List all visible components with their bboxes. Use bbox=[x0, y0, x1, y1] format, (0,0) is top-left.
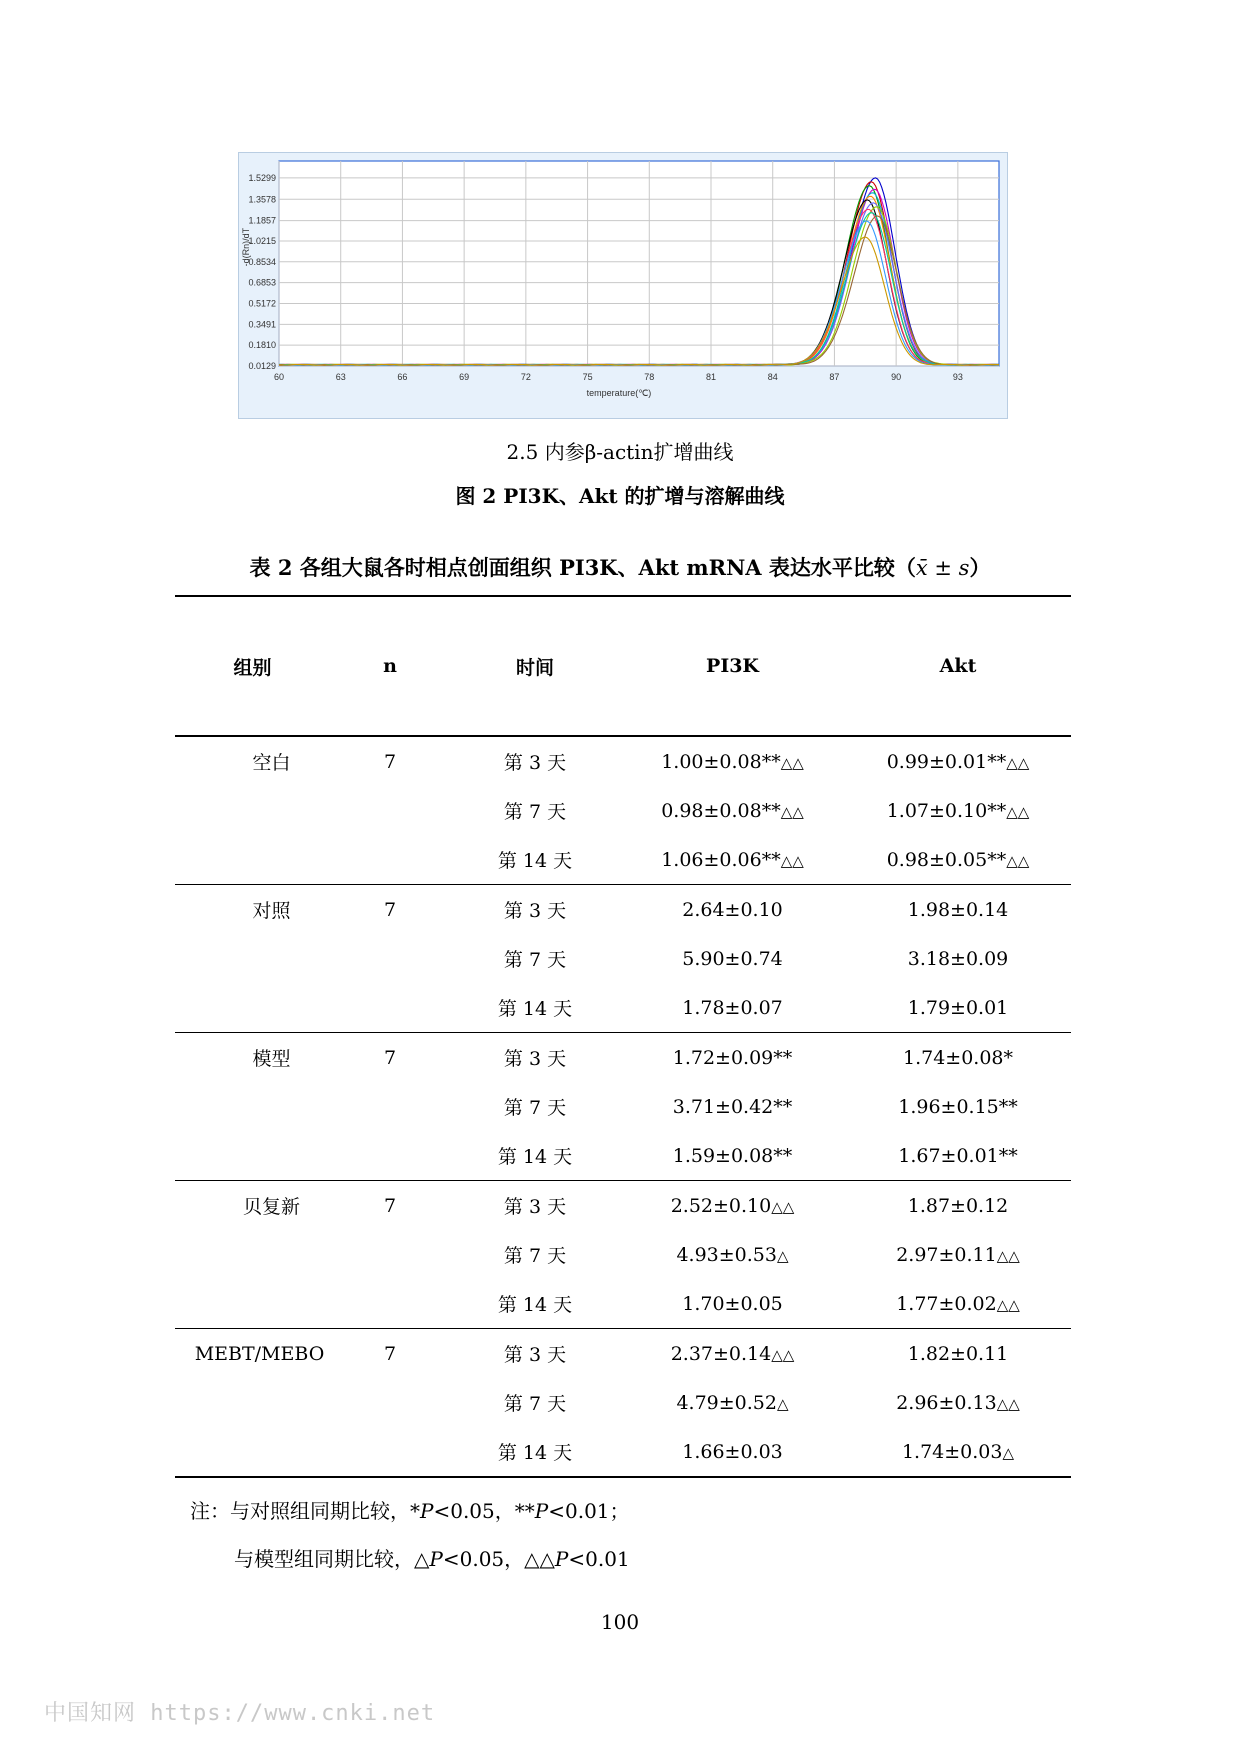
pi3k-cell bbox=[620, 786, 845, 835]
time-cell bbox=[450, 786, 620, 835]
table-row bbox=[175, 1082, 1071, 1131]
significance-mark: △△ bbox=[1006, 851, 1030, 870]
table-row bbox=[175, 1378, 1071, 1427]
table-row bbox=[175, 1131, 1071, 1181]
note1-prefix: 注：与对照组同期比较，* bbox=[190, 1499, 420, 1523]
header-pi3k: PI3K bbox=[620, 596, 845, 736]
n-cell-value: 7 bbox=[383, 1046, 397, 1069]
significance-mark: △△ bbox=[1006, 753, 1030, 772]
akt-cell-value: 2.97±0.11 bbox=[896, 1243, 997, 1266]
n-cell bbox=[330, 1033, 450, 1083]
x-tick-label: 75 bbox=[582, 372, 593, 382]
x-tick-label: 69 bbox=[459, 372, 470, 382]
group-cell bbox=[175, 934, 330, 983]
x-tick-label: 60 bbox=[273, 372, 285, 382]
akt-cell-value: 3.18±0.09 bbox=[907, 947, 1009, 970]
significance-mark: △△ bbox=[780, 851, 804, 870]
akt-cell bbox=[845, 934, 1071, 983]
figure-sub-caption: 2.5 内参β-actin扩增曲线 bbox=[506, 440, 734, 464]
table-title-stat: x̄ ± s bbox=[915, 556, 970, 580]
akt-cell bbox=[845, 1378, 1071, 1427]
akt-cell-value: 1.79±0.01 bbox=[907, 996, 1009, 1019]
group-cell-value: 模型 bbox=[252, 1048, 291, 1070]
time-cell bbox=[450, 835, 620, 885]
time-cell-value: 第 14 天 bbox=[497, 1146, 573, 1168]
akt-cell-value: 1.74±0.08* bbox=[902, 1046, 1014, 1069]
pi3k-cell bbox=[620, 1033, 845, 1083]
significance-mark: △△ bbox=[771, 1197, 795, 1216]
header-time: 时间 bbox=[450, 596, 620, 736]
pi3k-cell bbox=[620, 1181, 845, 1231]
n-cell bbox=[330, 885, 450, 935]
time-cell-value: 第 14 天 bbox=[497, 998, 573, 1020]
pi3k-cell bbox=[620, 835, 845, 885]
y-tick-label: 0.3491 bbox=[248, 319, 276, 330]
akt-cell-value: 1.96±0.15** bbox=[898, 1095, 1018, 1118]
note1-p2: P bbox=[534, 1499, 549, 1523]
pi3k-cell-value: 1.59±0.08** bbox=[672, 1144, 793, 1167]
group-cell bbox=[175, 1378, 330, 1427]
time-cell-value: 第 3 天 bbox=[503, 1048, 567, 1070]
pi3k-cell-value: 0.98±0.08** bbox=[661, 799, 781, 822]
x-tick-label: 78 bbox=[644, 372, 655, 382]
y-tick-label: 1.0215 bbox=[248, 235, 276, 246]
n-cell-value: 7 bbox=[383, 1342, 397, 1365]
note1-end: <0.01； bbox=[548, 1499, 630, 1523]
pi3k-cell-value: 2.52±0.10 bbox=[670, 1194, 772, 1217]
pi3k-cell bbox=[620, 885, 845, 935]
n-cell bbox=[330, 934, 450, 983]
pi3k-cell bbox=[620, 1230, 845, 1279]
time-cell bbox=[450, 1329, 620, 1379]
table-row bbox=[175, 736, 1071, 786]
group-cell bbox=[175, 786, 330, 835]
time-cell-value: 第 3 天 bbox=[503, 1196, 567, 1218]
group-cell bbox=[175, 1131, 330, 1181]
pi3k-cell-value: 2.37±0.14 bbox=[670, 1342, 772, 1365]
akt-cell bbox=[845, 1033, 1071, 1083]
group-cell-value: 贝复新 bbox=[242, 1196, 300, 1218]
x-tick-label: 81 bbox=[705, 372, 717, 382]
time-cell bbox=[450, 1279, 620, 1329]
time-cell bbox=[450, 1427, 620, 1477]
table-header-row bbox=[175, 596, 1071, 736]
akt-cell-value: 0.98±0.05** bbox=[886, 848, 1007, 871]
group-cell-value: 空白 bbox=[252, 752, 291, 774]
akt-cell-value: 1.67±0.01** bbox=[898, 1144, 1018, 1167]
header-akt: Akt bbox=[845, 596, 1071, 736]
akt-cell-value: 1.74±0.03 bbox=[901, 1440, 1003, 1463]
y-tick-label: 0.5172 bbox=[248, 298, 276, 309]
x-tick-label: 63 bbox=[335, 372, 346, 382]
table-title-end: ） bbox=[969, 555, 991, 580]
plot-area bbox=[279, 161, 999, 366]
y-tick-label: 1.3578 bbox=[248, 194, 276, 205]
akt-cell bbox=[845, 1230, 1071, 1279]
n-cell bbox=[330, 1131, 450, 1181]
watermark: 中国知网 https://www.cnki.net bbox=[44, 1701, 436, 1726]
significance-mark: △△ bbox=[780, 802, 804, 821]
note2-p1: P bbox=[429, 1547, 443, 1571]
pi3k-cell bbox=[620, 736, 845, 786]
n-cell bbox=[330, 835, 450, 885]
y-axis-label: -d(Rn)/dT bbox=[241, 227, 251, 267]
n-cell-value: 7 bbox=[383, 750, 397, 773]
time-cell bbox=[450, 736, 620, 786]
x-tick-label: 72 bbox=[520, 372, 531, 382]
table-note-line1 bbox=[190, 1495, 630, 1524]
akt-cell-value: 2.96±0.13 bbox=[896, 1391, 997, 1414]
note1-mid: <0.05，** bbox=[433, 1499, 535, 1523]
time-cell bbox=[450, 1230, 620, 1279]
time-cell-value: 第 3 天 bbox=[503, 752, 567, 774]
akt-cell bbox=[845, 1427, 1071, 1477]
akt-cell-value: 1.98±0.14 bbox=[907, 898, 1009, 921]
pi3k-cell bbox=[620, 1082, 845, 1131]
pi3k-cell-value: 5.90±0.74 bbox=[682, 947, 783, 970]
table-note-line2 bbox=[234, 1543, 630, 1572]
figure-caption: 图 2 PI3K、Akt 的扩增与溶解曲线 bbox=[455, 484, 785, 508]
akt-cell bbox=[845, 1131, 1071, 1181]
x-tick-label: 84 bbox=[767, 372, 778, 382]
group-cell-value: 对照 bbox=[252, 900, 291, 922]
pi3k-cell bbox=[620, 983, 845, 1033]
significance-mark: △△ bbox=[996, 1246, 1020, 1265]
group-cell bbox=[175, 736, 330, 786]
n-cell bbox=[330, 983, 450, 1033]
table-row bbox=[175, 934, 1071, 983]
table-body bbox=[175, 736, 1071, 1477]
n-cell bbox=[330, 1329, 450, 1379]
time-cell-value: 第 7 天 bbox=[503, 801, 567, 823]
time-cell-value: 第 7 天 bbox=[503, 1245, 567, 1267]
time-cell-value: 第 14 天 bbox=[497, 1442, 573, 1464]
n-cell bbox=[330, 1082, 450, 1131]
n-cell-value: 7 bbox=[383, 898, 397, 921]
akt-cell bbox=[845, 983, 1071, 1033]
x-axis-label: temperature(℃) bbox=[586, 388, 652, 398]
time-cell bbox=[450, 934, 620, 983]
table-row bbox=[175, 1181, 1071, 1231]
pi3k-cell bbox=[620, 1378, 845, 1427]
time-cell bbox=[450, 983, 620, 1033]
time-cell bbox=[450, 885, 620, 935]
pi3k-cell-value: 3.71±0.42** bbox=[672, 1095, 793, 1118]
pi3k-cell-value: 1.70±0.05 bbox=[682, 1292, 783, 1315]
akt-cell-value: 1.07±0.10** bbox=[886, 799, 1007, 822]
akt-cell-value: 1.82±0.11 bbox=[907, 1342, 1009, 1365]
header-n: n bbox=[330, 596, 450, 736]
n-cell bbox=[330, 1427, 450, 1477]
pi3k-cell bbox=[620, 1427, 845, 1477]
table-title-text: 表 2 各组大鼠各时相点创面组织 PI3K、Akt mRNA 表达水平比较（ bbox=[249, 555, 916, 580]
table-title bbox=[0, 552, 1240, 582]
time-cell bbox=[450, 1033, 620, 1083]
pi3k-cell-value: 1.72±0.09** bbox=[672, 1046, 793, 1069]
pi3k-cell bbox=[620, 934, 845, 983]
note2-end: <0.01 bbox=[568, 1547, 630, 1571]
y-tick-label: 0.0129 bbox=[248, 361, 276, 371]
time-cell-value: 第 14 天 bbox=[497, 850, 573, 872]
pi3k-cell-value: 1.78±0.07 bbox=[682, 996, 783, 1019]
significance-mark: △△ bbox=[1006, 802, 1030, 821]
table-row bbox=[175, 1033, 1071, 1083]
note1-p1: P bbox=[420, 1499, 434, 1523]
significance-mark: △△ bbox=[996, 1394, 1020, 1413]
x-tick-label: 90 bbox=[891, 372, 902, 382]
x-tick-label: 66 bbox=[397, 372, 408, 382]
significance-mark: △ bbox=[776, 1394, 789, 1413]
time-cell bbox=[450, 1378, 620, 1427]
group-cell bbox=[175, 1329, 330, 1379]
table-row bbox=[175, 1329, 1071, 1379]
pi3k-cell-value: 1.00±0.08** bbox=[661, 750, 781, 773]
x-tick-label: 93 bbox=[952, 372, 963, 382]
group-cell bbox=[175, 1230, 330, 1279]
akt-cell bbox=[845, 835, 1071, 885]
table-row bbox=[175, 1427, 1071, 1477]
n-cell bbox=[330, 1279, 450, 1329]
group-cell bbox=[175, 885, 330, 935]
y-tick-label: 0.8534 bbox=[248, 256, 276, 267]
pi3k-cell bbox=[620, 1131, 845, 1181]
melt-curve-chart-frame bbox=[238, 152, 1008, 419]
akt-cell bbox=[845, 786, 1071, 835]
akt-cell-value: 1.87±0.12 bbox=[907, 1194, 1009, 1217]
time-cell bbox=[450, 1181, 620, 1231]
x-tick-label: 87 bbox=[829, 372, 840, 382]
akt-cell-value: 1.77±0.02 bbox=[896, 1292, 997, 1315]
significance-mark: △△ bbox=[780, 753, 804, 772]
n-cell-value: 7 bbox=[383, 1194, 397, 1217]
group-cell bbox=[175, 1427, 330, 1477]
time-cell-value: 第 7 天 bbox=[503, 1097, 567, 1119]
group-cell bbox=[175, 1279, 330, 1329]
time-cell-value: 第 14 天 bbox=[497, 1294, 573, 1316]
pi3k-cell bbox=[620, 1279, 845, 1329]
akt-cell bbox=[845, 885, 1071, 935]
pi3k-cell-value: 1.66±0.03 bbox=[682, 1440, 783, 1463]
y-tick-label: 0.6853 bbox=[248, 277, 276, 288]
significance-mark: △ bbox=[776, 1246, 789, 1265]
note2-p2: P bbox=[554, 1547, 569, 1571]
table-row bbox=[175, 1279, 1071, 1329]
pi3k-cell-value: 4.93±0.53 bbox=[676, 1243, 777, 1266]
n-cell bbox=[330, 1230, 450, 1279]
time-cell-value: 第 7 天 bbox=[503, 949, 567, 971]
group-cell bbox=[175, 1082, 330, 1131]
n-cell bbox=[330, 736, 450, 786]
header-group: 组别 bbox=[175, 596, 330, 736]
table-row bbox=[175, 1230, 1071, 1279]
time-cell-value: 第 3 天 bbox=[503, 1344, 567, 1366]
akt-cell bbox=[845, 1082, 1071, 1131]
significance-mark: △△ bbox=[771, 1345, 795, 1364]
y-tick-label: 1.1857 bbox=[248, 215, 276, 226]
pi3k-cell-value: 4.79±0.52 bbox=[676, 1391, 777, 1414]
pi3k-cell bbox=[620, 1329, 845, 1379]
expression-table bbox=[175, 595, 1071, 1478]
n-cell bbox=[330, 786, 450, 835]
akt-cell bbox=[845, 1181, 1071, 1231]
time-cell-value: 第 3 天 bbox=[503, 900, 567, 922]
group-cell bbox=[175, 983, 330, 1033]
time-cell bbox=[450, 1082, 620, 1131]
n-cell bbox=[330, 1378, 450, 1427]
group-cell bbox=[175, 1033, 330, 1083]
note2-mid: <0.05，△△ bbox=[442, 1547, 555, 1571]
pi3k-cell-value: 1.06±0.06** bbox=[661, 848, 781, 871]
akt-cell bbox=[845, 1279, 1071, 1329]
table-row bbox=[175, 983, 1071, 1033]
y-tick-label: 1.5299 bbox=[248, 172, 276, 183]
significance-mark: △△ bbox=[996, 1295, 1020, 1314]
y-tick-label: 0.1810 bbox=[248, 340, 276, 351]
note2-prefix: 与模型组同期比较，△ bbox=[234, 1547, 430, 1571]
pi3k-cell-value: 2.64±0.10 bbox=[682, 898, 783, 921]
table-row bbox=[175, 885, 1071, 935]
page-number: 100 bbox=[600, 1610, 640, 1634]
time-cell-value: 第 7 天 bbox=[503, 1393, 567, 1415]
table-row bbox=[175, 786, 1071, 835]
group-cell-value: MEBT/MEBO bbox=[194, 1342, 325, 1365]
table-row bbox=[175, 835, 1071, 885]
group-cell bbox=[175, 1181, 330, 1231]
significance-mark: △ bbox=[1002, 1443, 1015, 1462]
group-cell bbox=[175, 835, 330, 885]
akt-cell-value: 0.99±0.01** bbox=[886, 750, 1007, 773]
akt-cell bbox=[845, 736, 1071, 786]
melt-curve-chart bbox=[239, 153, 1007, 418]
n-cell bbox=[330, 1181, 450, 1231]
time-cell bbox=[450, 1131, 620, 1181]
akt-cell bbox=[845, 1329, 1071, 1379]
